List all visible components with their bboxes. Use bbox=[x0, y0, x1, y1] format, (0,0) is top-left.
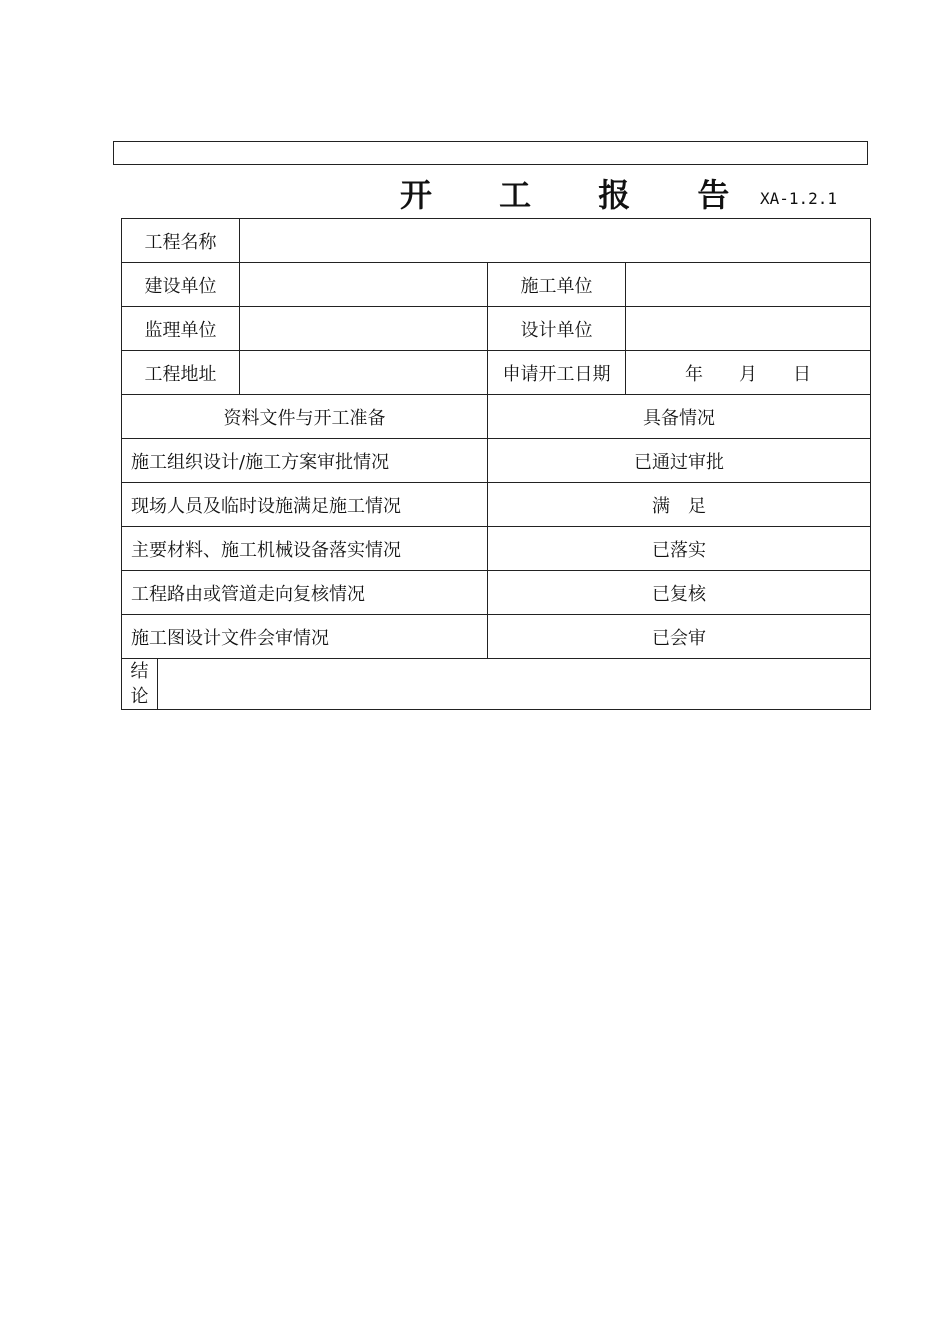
construction-unit-value[interactable] bbox=[240, 263, 488, 307]
checklist-status-header: 具备情况 bbox=[488, 395, 871, 439]
page-title: 开 工 报 告 bbox=[400, 176, 758, 214]
conclusion-label bbox=[122, 659, 158, 710]
date-day-label: 日 bbox=[793, 363, 811, 385]
row-address-date bbox=[122, 351, 871, 395]
checklist-item-header: 资料文件与开工准备 bbox=[122, 395, 488, 439]
row-conclusion bbox=[122, 659, 871, 710]
design-unit-label: 设计单位 bbox=[488, 307, 626, 351]
checklist-item: 主要材料、施工机械设备落实情况 bbox=[122, 527, 488, 571]
conclusion-label-char: 论 bbox=[130, 686, 149, 707]
checklist-row bbox=[122, 439, 871, 483]
construction-unit-label: 建设单位 bbox=[122, 263, 240, 307]
checklist-status: 已会审 bbox=[488, 615, 871, 659]
date-year-label: 年 bbox=[685, 363, 703, 385]
builder-unit-value[interactable] bbox=[626, 263, 871, 307]
builder-unit-label: 施工单位 bbox=[488, 263, 626, 307]
design-unit-value[interactable] bbox=[626, 307, 871, 351]
checklist-item: 现场人员及临时设施满足施工情况 bbox=[122, 483, 488, 527]
supervision-unit-value[interactable] bbox=[240, 307, 488, 351]
checklist-item: 工程路由或管道走向复核情况 bbox=[122, 571, 488, 615]
header-box bbox=[113, 141, 868, 165]
checklist-item: 施工组织设计/施工方案审批情况 bbox=[122, 439, 488, 483]
checklist-row bbox=[122, 527, 871, 571]
conclusion-body[interactable] bbox=[158, 659, 871, 710]
row-checklist-header bbox=[122, 395, 871, 439]
project-address-value[interactable] bbox=[240, 351, 488, 395]
project-name-label: 工程名称 bbox=[122, 219, 240, 263]
checklist-row bbox=[122, 483, 871, 527]
conclusion-label-char: 结 bbox=[130, 661, 149, 682]
apply-date-value[interactable] bbox=[626, 351, 871, 395]
form-code: XA-1.2.1 bbox=[760, 189, 838, 208]
row-project-name bbox=[122, 219, 871, 263]
checklist-row bbox=[122, 571, 871, 615]
checklist-status: 已通过审批 bbox=[488, 439, 871, 483]
apply-date-label: 申请开工日期 bbox=[488, 351, 626, 395]
date-month-label: 月 bbox=[739, 363, 757, 385]
row-units-2 bbox=[122, 307, 871, 351]
checklist-status: 满 足 bbox=[488, 483, 871, 527]
checklist-item: 施工图设计文件会审情况 bbox=[122, 615, 488, 659]
project-name-value[interactable] bbox=[240, 219, 871, 263]
checklist-status: 已复核 bbox=[488, 571, 871, 615]
report-table bbox=[121, 218, 871, 710]
checklist-row bbox=[122, 615, 871, 659]
supervision-unit-label: 监理单位 bbox=[122, 307, 240, 351]
row-units-1 bbox=[122, 263, 871, 307]
project-address-label: 工程地址 bbox=[122, 351, 240, 395]
checklist-status: 已落实 bbox=[488, 527, 871, 571]
